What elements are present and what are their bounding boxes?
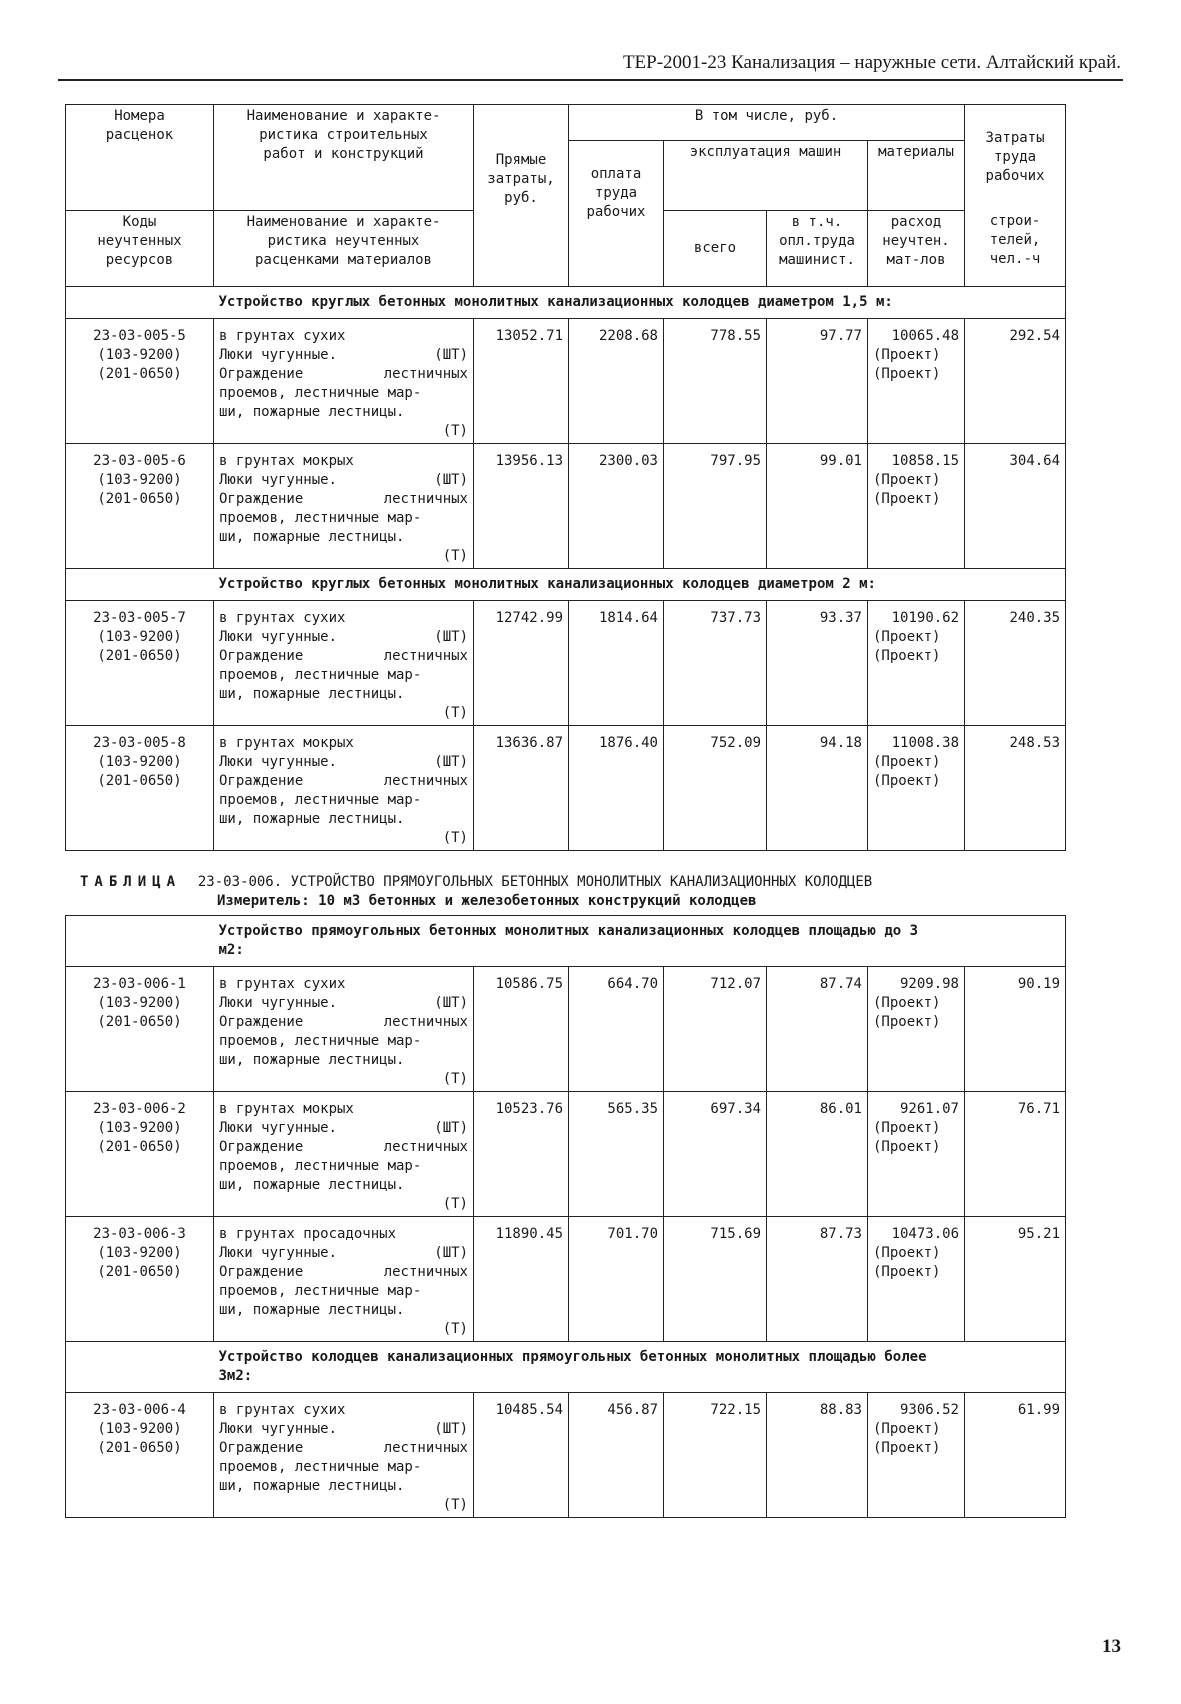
materials: 11008.38 (Проект) (Проект) [868,725,965,850]
rate-row [66,443,1066,568]
rate-code-cell [66,967,214,1092]
materials: 10065.48 (Проект) (Проект) [868,318,965,443]
rate-code: 23-03-006-2 [93,1101,186,1117]
table-section [66,286,1066,568]
machines-total: 697.34 [664,1092,767,1217]
table-header [66,105,1066,287]
header-resource-codes: Коды неучтенных ресурсов [66,210,214,286]
section-title-row [66,568,1066,600]
header-including: В том числе, руб. [569,105,965,141]
resource-code: (103-9200) [97,346,182,363]
rate-code-cell [66,725,214,850]
materials: 10858.15 (Проект) (Проект) [868,443,965,568]
rate-row [66,600,1066,725]
resource-code: (201-0650) [97,1440,182,1456]
rate-code-cell [66,443,214,568]
section-title: Устройство колодцев канализационных прямоугольных бетонных монолитных площадью более 3м2: [214,1342,1066,1393]
machinist-wages: 87.74 [767,967,868,1092]
table-section [66,916,1066,1342]
wages: 1876.40 [569,725,664,850]
labor-costs: 61.99 [965,1393,1066,1518]
labor-costs: 248.53 [965,725,1066,850]
rate-code: 23-03-006-4 [93,1402,186,1418]
wages: 2300.03 [569,443,664,568]
header-work-name: Наименование и характе- ристика строительных работ и конструкций [214,105,474,211]
machines-total: 737.73 [664,600,767,725]
section-title: Устройство круглых бетонных монолитных канализационных колодцев диаметром 2 м: [214,568,1066,600]
materials: 9306.52 (Проект) (Проект) [868,1393,965,1518]
labor-costs: 90.19 [965,967,1066,1092]
rates-table-23-03-005 [65,104,1066,851]
rate-description: в грунтах сухих Люки чугунные. (ШТ) Ограждение лестничных проемов, лестничные мар- ши, пожарные лестницы. (Т) [214,600,474,725]
header-materials: материалы [868,141,965,211]
machinist-wages: 93.37 [767,600,868,725]
resource-code: (103-9200) [97,1421,182,1437]
resource-code: (103-9200) [97,753,182,770]
machines-total: 712.07 [664,967,767,1092]
header-machinist-wages: в т.ч. опл.труда машинист. [767,210,868,286]
caption-title: 23-03-006. УСТРОЙСТВО ПРЯМОУГОЛЬНЫХ БЕТОННЫХ МОНОЛИТНЫХ КАНАЛИЗАЦИОННЫХ КОЛОДЦЕВ [197,874,873,890]
labor-costs: 304.64 [965,443,1066,568]
section-title-spacer [66,286,214,318]
machines-total: 778.55 [664,318,767,443]
header-machines: эксплуатация машин [664,141,868,211]
rate-code: 23-03-005-7 [93,609,186,626]
section-title-spacer [66,916,214,967]
resource-code: (103-9200) [97,628,182,645]
rate-code: 23-03-005-5 [93,327,186,344]
resource-code: (201-0650) [97,1139,182,1155]
rate-row [66,725,1066,850]
rate-code-cell [66,1092,214,1217]
materials: 10190.62 (Проект) (Проект) [868,600,965,725]
materials: 9209.98 (Проект) (Проект) [868,967,965,1092]
wages: 565.35 [569,1092,664,1217]
rate-row [66,967,1066,1092]
wages: 701.70 [569,1217,664,1342]
caption-label: ТАБЛИЦА [80,874,182,890]
rate-code-cell [66,1217,214,1342]
header-resource-names: Наименование и характе- ристика неучтенных расценками материалов [214,210,474,286]
rate-code: 23-03-005-6 [93,452,186,469]
machinist-wages: 87.73 [767,1217,868,1342]
section-title-row [66,286,1066,318]
section-title-row [66,916,1066,967]
rate-description: в грунтах просадочных Люки чугунные. (ШТ) Ограждение лестничных проемов, лестничные мар- ши, пожарные лестницы. (Т) [214,1217,474,1342]
resource-code: (201-0650) [97,490,182,507]
section-title: Устройство прямоугольных бетонных монолитных канализационных колодцев площадью до 3 м2: [214,916,1066,967]
machines-total: 722.15 [664,1393,767,1518]
rate-row [66,1217,1066,1342]
rate-description: в грунтах сухих Люки чугунные. (ШТ) Ограждение лестничных проемов, лестничные мар- ши, пожарные лестницы. (Т) [214,318,474,443]
header-direct-cont [474,210,569,286]
header-machines-total: всего [664,210,767,286]
direct-costs: 11890.45 [474,1217,569,1342]
resource-code: (103-9200) [97,1120,182,1136]
table-section [66,1342,1066,1518]
labor-costs: 240.35 [965,600,1066,725]
wages: 664.70 [569,967,664,1092]
rate-description: в грунтах мокрых Люки чугунные. (ШТ) Ограждение лестничных проемов, лестничные мар- ши, пожарные лестницы. (Т) [214,443,474,568]
rate-code: 23-03-006-1 [93,976,186,992]
labor-costs: 292.54 [965,318,1066,443]
header-materials-consumption: расход неучтен. мат-лов [868,210,965,286]
resource-code: (103-9200) [97,995,182,1011]
direct-costs: 10586.75 [474,967,569,1092]
rates-table-23-03-006 [65,915,1066,1518]
header-rate-numbers: Номера расценок [66,105,214,211]
rate-code: 23-03-005-8 [93,734,186,751]
direct-costs: 13956.13 [474,443,569,568]
section-title-row [66,1342,1066,1393]
resource-code: (103-9200) [97,1245,182,1261]
wages: 2208.68 [569,318,664,443]
direct-costs: 13636.87 [474,725,569,850]
resource-code: (201-0650) [97,1014,182,1030]
materials: 9261.07 (Проект) (Проект) [868,1092,965,1217]
header-labor-cont: строи- телей, чел.-ч [965,210,1066,286]
machinist-wages: 86.01 [767,1092,868,1217]
rate-description: в грунтах мокрых Люки чугунные. (ШТ) Ограждение лестничных проемов, лестничные мар- ши, пожарные лестницы. (Т) [214,1092,474,1217]
table-section [66,568,1066,850]
section-title-spacer [66,568,214,600]
rate-description: в грунтах сухих Люки чугунные. (ШТ) Ограждение лестничных проемов, лестничные мар- ши, пожарные лестницы. (Т) [214,967,474,1092]
header-direct-costs: Прямые затраты, руб. [474,105,569,211]
direct-costs: 12742.99 [474,600,569,725]
machinist-wages: 99.01 [767,443,868,568]
page-number: 13 [1102,1636,1121,1657]
machinist-wages: 88.83 [767,1393,868,1518]
rate-code-cell [66,1393,214,1518]
running-header: ТЕР-2001-23 Канализация – наружные сети. Алтайский край. [622,52,1121,73]
rate-row [66,1092,1066,1217]
caption-meter: Измеритель: 10 м3 бетонных и железобетонных конструкций колодцев [217,893,757,909]
machinist-wages: 97.77 [767,318,868,443]
rate-code-cell [66,600,214,725]
direct-costs: 13052.71 [474,318,569,443]
header-labor-costs: Затраты труда рабочих [965,105,1066,211]
direct-costs: 10485.54 [474,1393,569,1518]
header-rule [58,79,1123,81]
rate-row [66,1393,1066,1518]
wages: 1814.64 [569,600,664,725]
direct-costs: 10523.76 [474,1092,569,1217]
resource-code: (201-0650) [97,365,182,382]
materials: 10473.06 (Проект) (Проект) [868,1217,965,1342]
header-wages: оплата труда рабочих [569,141,664,287]
wages: 456.87 [569,1393,664,1518]
table-caption [80,873,872,911]
resource-code: (201-0650) [97,647,182,664]
labor-costs: 76.71 [965,1092,1066,1217]
machines-total: 797.95 [664,443,767,568]
section-title-spacer [66,1342,214,1393]
rate-code-cell [66,318,214,443]
resource-code: (103-9200) [97,471,182,488]
rate-description: в грунтах сухих Люки чугунные. (ШТ) Ограждение лестничных проемов, лестничные мар- ши, пожарные лестницы. (Т) [214,1393,474,1518]
machines-total: 752.09 [664,725,767,850]
resource-code: (201-0650) [97,1264,182,1280]
machines-total: 715.69 [664,1217,767,1342]
rate-code: 23-03-006-3 [93,1226,186,1242]
rate-row [66,318,1066,443]
labor-costs: 95.21 [965,1217,1066,1342]
machinist-wages: 94.18 [767,725,868,850]
section-title: Устройство круглых бетонных монолитных канализационных колодцев диаметром 1,5 м: [214,286,1066,318]
resource-code: (201-0650) [97,772,182,789]
rate-description: в грунтах мокрых Люки чугунные. (ШТ) Ограждение лестничных проемов, лестничные мар- ши, пожарные лестницы. (Т) [214,725,474,850]
